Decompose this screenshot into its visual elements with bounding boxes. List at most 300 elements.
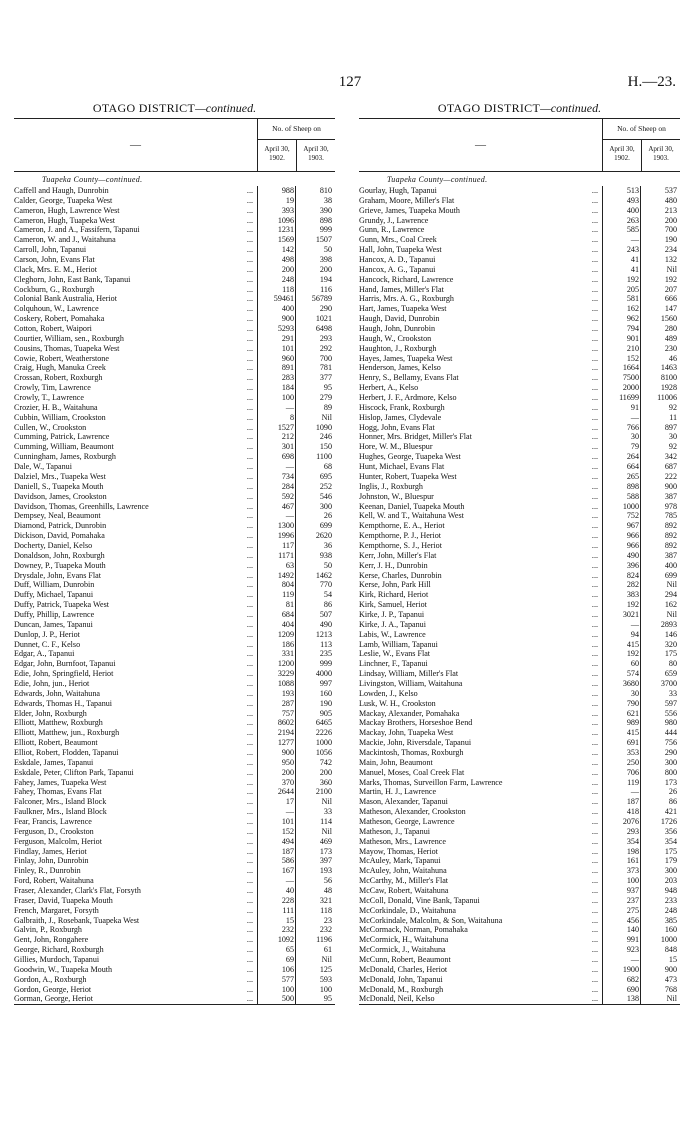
sheep-count-1902: 500 [257,994,295,1004]
sheep-count-1902: 490 [602,551,640,561]
sheep-count-1903: 700 [640,225,678,235]
owner-name: Mackay Brothers, Horseshoe Bend ... [359,718,598,728]
table-row [359,827,680,837]
sheep-count-1902: — [257,511,295,521]
sheep-count-1903: 4000 [295,669,333,679]
sheep-count-1902: 586 [257,856,295,866]
sheep-count-1903: 1560 [640,314,678,324]
sheep-count-1902: — [257,876,295,886]
sheep-count-1903: 1000 [640,935,678,945]
owner-name: Matheson, Alexander, Crookston ... [359,807,598,817]
table-row [14,975,335,985]
sheep-count-1902: 118 [257,285,295,295]
owner-name: Ford, Robert, Waitahuna ... [14,876,253,886]
table-row [14,472,335,482]
sheep-count-1902: 950 [257,758,295,768]
sheep-count-1902: 493 [602,196,640,206]
sheep-count-1902: 891 [257,363,295,373]
sheep-count-1903: 892 [640,521,678,531]
owner-name: Fear, Francis, Lawrence ... [14,817,253,826]
owner-name: Martin, H. J., Lawrence ... [359,787,598,797]
sheep-count-1902: 287 [257,699,295,709]
sheep-count-1902: 393 [257,206,295,216]
table-row [14,965,335,975]
sheep-count-1903: 179 [640,856,678,866]
table-row [359,630,680,640]
owner-name: Duffy, Phillip, Lawrence ... [14,609,253,619]
owner-name: McDonald, Neil, Kelso ... [359,994,598,1004]
table-row [359,186,680,196]
table-row [14,659,335,669]
owner-name: Finley, R., Dunrobin ... [14,866,253,876]
owner-name: Hiscock, Frank, Roxburgh ... [359,402,598,412]
sheep-count-1902: 383 [602,590,640,600]
sheep-count-1902: 418 [602,807,640,817]
table-row [359,344,680,354]
table-body [14,186,335,1004]
sheep-count-1903: 233 [640,896,678,906]
owner-name: Clack, Mrs. E. M., Heriot ... [14,264,253,274]
owner-name: Cotton, Robert, Waipori ... [14,324,253,334]
sheep-count-1902: 937 [602,886,640,896]
owner-name: Mackay, John, Tuapeka West ... [359,728,598,738]
sheep-count-1903: 397 [295,856,333,866]
sheep-count-1903: 898 [295,216,333,226]
owner-name: Kell, W. and T., Waitahuna West ... [359,511,598,521]
sheep-count-1903: 2620 [295,531,333,541]
sheep-count-1902: 691 [602,738,640,748]
owner-name: Dickison, David, Pomahaka ... [14,531,253,541]
sheep-count-1903: Nil [640,265,678,275]
table-row [359,314,680,324]
table-row [359,797,680,807]
sheep-count-1903: 26 [640,787,678,797]
sheep-count-1902: 592 [257,492,295,502]
sheep-count-1902: 581 [602,294,640,304]
sheep-count-1903: 800 [640,768,678,778]
table-row [14,925,335,935]
sheep-count-1903: 320 [640,640,678,650]
sheep-count-1902: 1209 [257,630,295,640]
table-row [359,866,680,876]
sheep-count-1902: 19 [257,196,295,206]
sheep-count-1903: 162 [640,600,678,610]
sheep-count-1903: 342 [640,452,678,462]
sheep-count-1902: 960 [257,354,295,364]
table-row [359,787,680,797]
owner-name: Craig, Hugh, Manuka Creek ... [14,363,253,373]
owner-name: Keenan, Daniel, Tuapeka Mouth ... [359,501,598,511]
table-row [14,304,335,314]
sheep-count-1903: 190 [640,235,678,245]
sheep-count-1902: 237 [602,896,640,906]
owner-name: Fahey, James, Tuapeka West ... [14,777,253,787]
owner-name: Calder, George, Tuapeka West ... [14,195,253,205]
table-row [14,196,335,206]
table-row [359,492,680,502]
table-row [14,856,335,866]
sheep-count-1903: 1056 [295,748,333,758]
sheep-count-1903: 92 [640,403,678,413]
table-row [359,610,680,620]
table-row [359,531,680,541]
sheep-count-1902: 1900 [602,965,640,975]
sheep-count-1903: 781 [295,363,333,373]
sheep-count-1903: 905 [295,709,333,719]
sheep-count-1903: 1090 [295,423,333,433]
owner-name: Drysdale, John, Evans Flat ... [14,570,253,580]
sheep-count-1902: 100 [257,393,295,403]
sheep-count-1903: 280 [640,324,678,334]
sheep-count-1902: 2644 [257,787,295,797]
sheep-count-1902: 101 [257,817,295,827]
sheep-count-1902: 263 [602,216,640,226]
sheep-count-1903: 173 [295,847,333,857]
sheep-count-1903: 100 [295,985,333,995]
sheep-count-1903: 2226 [295,728,333,738]
table-row [359,432,680,442]
sheep-count-1902: 766 [602,423,640,433]
sheep-count-1903: 116 [295,285,333,295]
sheep-count-1903: 480 [640,196,678,206]
sheep-count-header: No. of Sheep on [258,119,335,140]
table-row [14,551,335,561]
sheep-count-1902: 8 [257,413,295,423]
sheep-count-1902: 187 [257,847,295,857]
sheep-count-1902: 8602 [257,718,295,728]
right-column [359,98,680,1005]
sheep-count-1902: 790 [602,699,640,709]
table-row [14,679,335,689]
sheep-count-1903: 300 [640,758,678,768]
sheep-count-1903: 33 [295,807,333,817]
owner-name: Livingston, William, Waitahuna ... [359,678,598,688]
owner-name: Hogg, John, Evans Flat ... [359,422,598,432]
sheep-count-1903: 897 [640,423,678,433]
sheep-count-1903: 699 [295,521,333,531]
owner-name: McDonald, John, Tapanui ... [359,974,598,984]
sheep-count-1903: 213 [640,206,678,216]
year-1902-header: April 30, 1902. [609,145,635,162]
table-row [359,275,680,285]
sheep-count-1902: 794 [602,324,640,334]
owner-name: Cunningham, James, Roxburgh ... [14,452,253,462]
sheep-count-1903: 768 [640,985,678,995]
table-row [14,225,335,235]
sheep-count-1903: 999 [295,225,333,235]
table-row [359,916,680,926]
table-row [359,935,680,945]
owner-name: Ferguson, D., Crookston ... [14,826,253,836]
sheep-count-1903: 61 [295,945,333,955]
sheep-count-1902: 192 [602,649,640,659]
sheep-count-1902: 1492 [257,571,295,581]
sheep-count-1903: 1463 [640,363,678,373]
sheep-count-1903: 86 [295,600,333,610]
sheep-count-1903: 46 [640,354,678,364]
sheep-count-1903: Nil [295,413,333,423]
sheep-count-1903: 292 [295,344,333,354]
owner-name: McAuley, Mark, Tapanui ... [359,856,598,866]
sheep-count-1902: 265 [602,472,640,482]
sheep-count-1903: 146 [640,630,678,640]
sheep-count-1903: 980 [640,718,678,728]
sheep-count-1903: Nil [640,610,678,620]
table-row [14,985,335,995]
owner-name: Grieve, James, Tuapeka Mouth ... [359,205,598,215]
sheep-count-1903: 175 [640,649,678,659]
owner-name: Hughes, George, Tuapeka West ... [359,452,598,462]
table-row [14,778,335,788]
sheep-count-1903: 997 [295,679,333,689]
owner-name: Grundy, J., Lawrence ... [359,215,598,225]
owner-name: Edie, John, Springfield, Heriot ... [14,669,253,679]
table-row [14,955,335,965]
year-1902-header: April 30, 1902. [264,145,290,162]
owner-name: Falconer, Mrs., Island Block ... [14,797,253,807]
table-row [14,847,335,857]
owner-name: Haughton, J., Roxburgh ... [359,343,598,353]
sheep-count-1903: 469 [295,837,333,847]
sheep-count-1903: 8100 [640,373,678,383]
sheep-count-1902: — [602,235,640,245]
owner-name: Mackintosh, Thomas, Roxburgh ... [359,747,598,757]
sheep-count-1903: 385 [640,916,678,926]
owner-name: Gunn, R., Lawrence ... [359,225,598,235]
sheep-count-1902: 370 [257,778,295,788]
sheep-count-1902: 752 [602,511,640,521]
sheep-count-1902: 757 [257,709,295,719]
sheep-count-1903: 1196 [295,935,333,945]
sheep-count-1903: 193 [295,866,333,876]
sheep-count-1903: 150 [295,442,333,452]
owner-name: French, Margaret, Forsyth ... [14,905,253,915]
table-row [359,255,680,265]
owner-name: Cullen, W., Crookston ... [14,422,253,432]
table-row [359,235,680,245]
sheep-count-1902: 5293 [257,324,295,334]
owner-name: Hancock, Richard, Lawrence ... [359,274,598,284]
table-row [359,373,680,383]
sheep-count-1903: 300 [640,866,678,876]
table-row [359,600,680,610]
sheep-count-1903: 699 [640,571,678,581]
owner-name: Galbraith, J., Rosebank, Tuapeka West ... [14,915,253,925]
sheep-count-1902: 40 [257,886,295,896]
sheep-count-1902: 804 [257,580,295,590]
sheep-count-1902: — [602,787,640,797]
table-row [359,847,680,857]
table-row [359,965,680,975]
owner-name: Lindsay, William, Miller's Flat ... [359,669,598,679]
owner-name: Cubbin, William, Crookston ... [14,412,253,422]
owner-name: Cameron, J. and A., Fassifern, Tapanui ... [14,225,253,235]
owner-name: Duffy, Michael, Tapanui ... [14,590,253,600]
owner-name: Hunter, Robert, Tuapeka West ... [359,471,598,481]
sheep-count-1902: 373 [602,866,640,876]
sheep-count-1903: Nil [640,994,678,1004]
table-row [14,561,335,571]
table-row [359,817,680,827]
table-row [359,521,680,531]
sheep-count-1902: 1200 [257,659,295,669]
sheep-count-1903: 132 [640,255,678,265]
sheep-count-1903: 200 [640,216,678,226]
sheep-count-1903: 756 [640,738,678,748]
owner-name: Haugh, David, Dunrobin ... [359,314,598,324]
sheep-count-1902: 291 [257,334,295,344]
owner-name: Hayes, James, Tuapeka West ... [359,353,598,363]
table-row [359,590,680,600]
sheep-count-1902: 404 [257,620,295,630]
sheep-count-1902: 574 [602,669,640,679]
sheep-count-1903: 1213 [295,630,333,640]
sheep-count-1903: 200 [295,265,333,275]
sheep-count-1903: 490 [295,620,333,630]
owner-name: Elliott, Matthew, Roxburgh ... [14,718,253,728]
table-row [14,324,335,334]
owner-name: Davidson, Thomas, Greenhills, Lawrence ... [14,501,253,511]
sheep-count-1903: 175 [640,847,678,857]
owner-name: Cameron, W. and J., Waitahuna ... [14,235,253,245]
sheep-count-1903: 50 [295,245,333,255]
sheep-count-1902: 3021 [602,610,640,620]
sheep-count-1903: 23 [295,916,333,926]
sheep-count-1903: Nil [295,797,333,807]
sheep-count-1902: 282 [602,580,640,590]
sheep-count-1903: 232 [295,925,333,935]
owner-name: Cousins, Thomas, Tuapeka West ... [14,343,253,353]
table-row [14,393,335,403]
owner-name: Leslie, W., Evans Flat ... [359,649,598,659]
table-row [14,600,335,610]
table-row [359,383,680,393]
table-row [359,462,680,472]
table-row [359,738,680,748]
sheep-count-1902: 588 [602,492,640,502]
sheep-count-1903: 948 [640,886,678,896]
sheep-count-1902: 264 [602,452,640,462]
sheep-count-1902: 275 [602,906,640,916]
sheep-count-1903: 537 [640,186,678,196]
owner-name: Inglis, J., Roxburgh ... [359,481,598,491]
sheep-count-1902: 2000 [602,383,640,393]
sheep-count-1903: 80 [640,659,678,669]
owner-name: Kirk, Samuel, Heriot ... [359,600,598,610]
sheep-count-1903: 235 [295,649,333,659]
sheep-count-1903: 687 [640,462,678,472]
table-row [359,709,680,719]
table-row [359,837,680,847]
owner-name: Kerse, Charles, Dunrobin ... [359,570,598,580]
sheep-count-1902: 200 [257,265,295,275]
table-row [14,738,335,748]
sheep-count-1903: 810 [295,186,333,196]
table-row [14,709,335,719]
sheep-count-1903: 1462 [295,571,333,581]
table-row [359,768,680,778]
table-row [359,571,680,581]
table-row [14,758,335,768]
owner-name: Gillies, Murdoch, Tapanui ... [14,955,253,965]
owner-name: Duffy, Patrick, Tuapeka West ... [14,600,253,610]
owner-name: Diamond, Patrick, Dunrobin ... [14,521,253,531]
table-row [359,442,680,452]
table-row [359,856,680,866]
sheep-count-1902: 2076 [602,817,640,827]
sheep-count-1902: 184 [257,383,295,393]
sheep-count-1902: 1096 [257,216,295,226]
sheep-count-1902: 585 [602,225,640,235]
owner-name: Caffell and Haugh, Dunrobin ... [14,186,253,195]
sheep-count-1903: 86 [640,797,678,807]
owner-name: Duncan, James, Tapanui ... [14,619,253,629]
owner-name: Edwards, John, Waitahuna ... [14,688,253,698]
sheep-count-1903: 50 [295,561,333,571]
owner-name: Hancox, A. G., Tapanui ... [359,264,598,274]
owner-name: Gourlay, Hugh, Tapanui ... [359,186,598,195]
owner-name: Hancox, A. D., Tapanui ... [359,255,598,265]
sheep-count-1903: 978 [640,502,678,512]
sheep-count-1903: Nil [295,827,333,837]
sheep-count-1902: 186 [257,640,295,650]
table-row [14,245,335,255]
owner-name: Dale, W., Tapanui ... [14,462,253,472]
sheep-count-1902: 161 [602,856,640,866]
sheep-count-1903: 1000 [295,738,333,748]
sheep-count-1903: 68 [295,462,333,472]
sheep-count-1903: 234 [640,245,678,255]
sheep-count-1902: 1527 [257,423,295,433]
owner-name: Coskery, Robert, Pomahaka ... [14,314,253,324]
owner-name: Edgar, A., Tapanui ... [14,649,253,659]
owner-name: Kirk, Richard, Heriot ... [359,590,598,600]
sheep-count-1903: 203 [640,876,678,886]
table-row [14,728,335,738]
sheep-count-1902: 59461 [257,294,295,304]
table-row [14,640,335,650]
owner-name: Herbert, A., Kelso ... [359,383,598,393]
sheep-count-1902: 1171 [257,551,295,561]
table-row [359,906,680,916]
table-row [359,363,680,373]
sheep-count-1902: 69 [257,955,295,965]
owner-name: Faulkner, Mrs., Island Block ... [14,807,253,817]
owner-name: Dempsey, Neal, Beaumont ... [14,511,253,521]
owner-name: Hand, James, Miller's Flat ... [359,284,598,294]
owner-name: Labis, W., Lawrence ... [359,629,598,639]
table-row [359,285,680,295]
owner-name: Linchner, F., Tapanui ... [359,659,598,669]
sheep-count-1903: 1100 [295,452,333,462]
table-row [14,689,335,699]
sheep-count-1902: 682 [602,975,640,985]
table-row [359,206,680,216]
sheep-count-1903: 1928 [640,383,678,393]
owner-name: Hart, James, Tuapeka West ... [359,304,598,314]
sheep-count-1902: 1092 [257,935,295,945]
owner-name: Mackie, John, Riversdale, Tapanui ... [359,738,598,748]
table-row [14,817,335,827]
owner-name: Lamb, William, Tapanui ... [359,639,598,649]
table-row [14,235,335,245]
owner-name: Downey, P., Tuapeka Mouth ... [14,560,253,570]
owner-name: Gordon, A., Roxburgh ... [14,974,253,984]
name-column-header: — [475,139,486,151]
sheep-count-1902: 1664 [602,363,640,373]
sheep-count-1902: 415 [602,640,640,650]
sheep-count-1903: 354 [640,837,678,847]
